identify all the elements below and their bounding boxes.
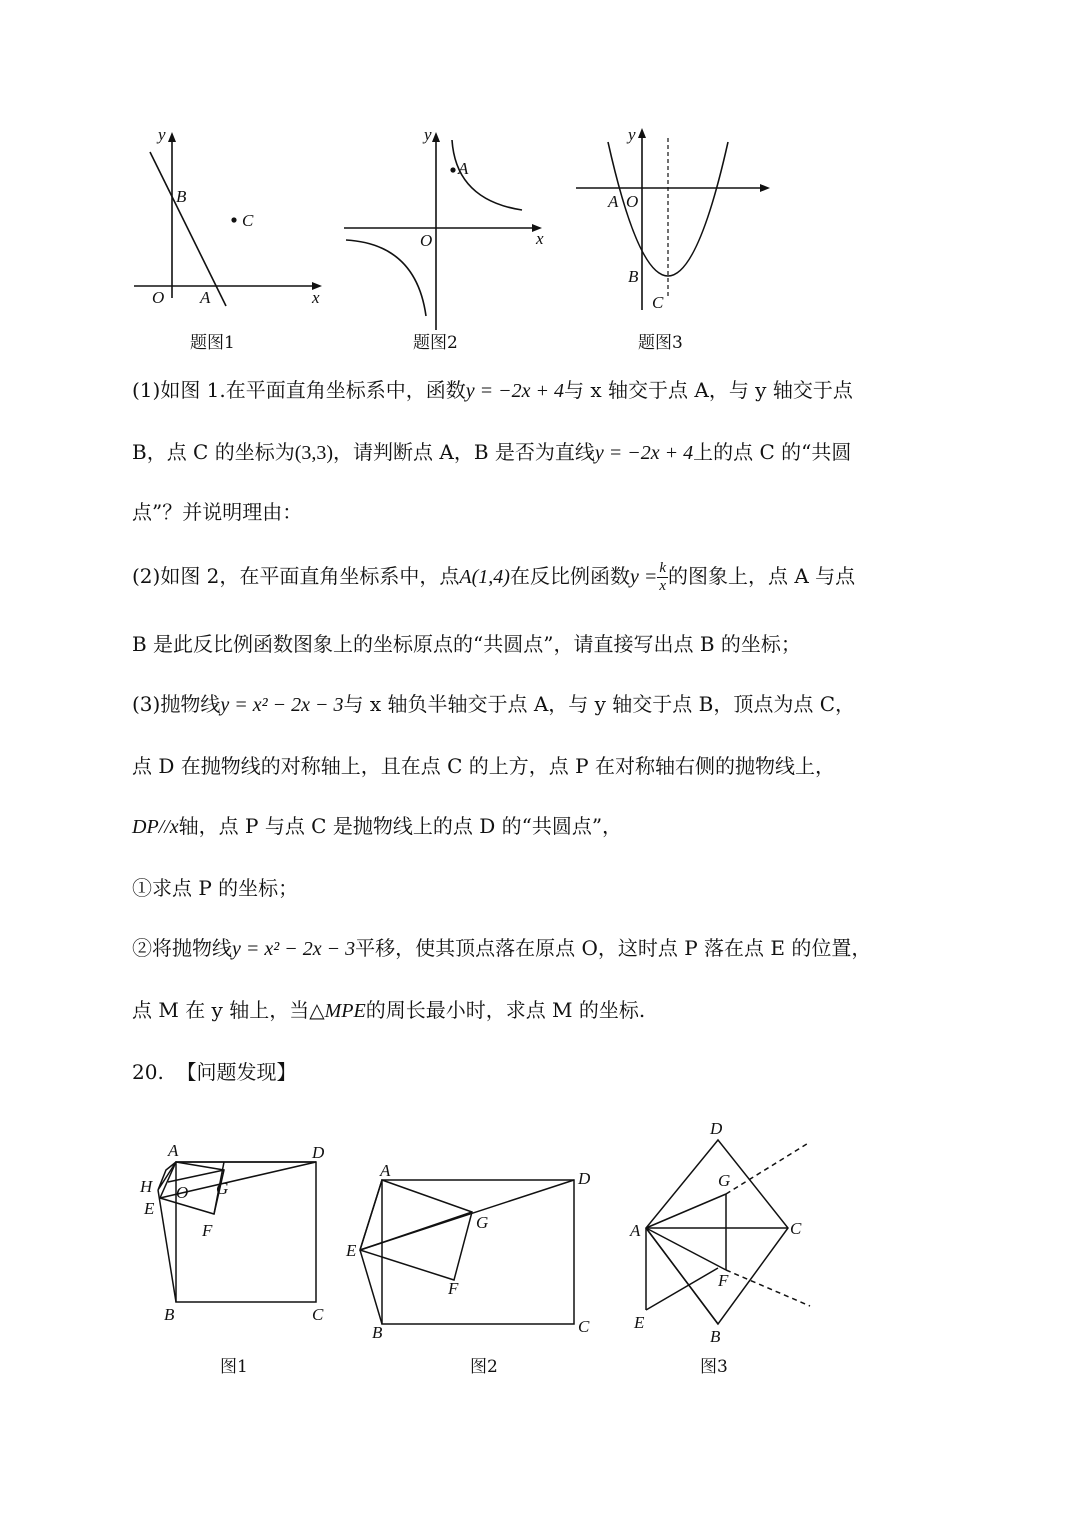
problem20-heading: 20. 【问题发现】: [132, 1060, 297, 1084]
figure-3-diagram: [576, 125, 770, 312]
label-a: A: [630, 1221, 641, 1240]
label-x: x: [312, 288, 320, 307]
label-f: F: [202, 1221, 213, 1240]
bottom-figure-2-diagram: [360, 1180, 574, 1324]
caption-fig2: 题图2: [413, 333, 458, 353]
label-e: E: [144, 1199, 155, 1218]
label-a: A: [200, 288, 211, 307]
label-y: y: [158, 125, 166, 144]
caption-fig3: 题图3: [638, 333, 683, 353]
p2-line2: B 是此反比例函数图象上的坐标原点的“共圆点”，请直接写出点 B 的坐标；: [132, 632, 801, 656]
p3-line3: DP//x轴，点 P 与点 C 是抛物线上的点 D 的“共圆点”，: [132, 814, 623, 838]
label-o: O: [176, 1183, 189, 1202]
label-o: O: [626, 192, 639, 211]
figure-1-diagram: [134, 125, 322, 307]
point-a: [450, 167, 455, 172]
label-a: A: [380, 1161, 391, 1180]
label-h: H: [140, 1177, 153, 1196]
caption-bottom-fig3: 图3: [700, 1357, 728, 1377]
bottom-figure-3-diagram: [646, 1140, 810, 1324]
p1-line2: B，点 C 的坐标为(3,3)，请判断点 A，B 是否为直线y = −2x + 4上的点 C 的“共圆: [132, 440, 852, 464]
label-d: D: [578, 1169, 591, 1188]
label-o: O: [152, 288, 165, 307]
point-c: [231, 217, 236, 222]
line-ab: [150, 152, 226, 306]
label-b: B: [372, 1323, 383, 1342]
label-y: y: [424, 125, 432, 144]
p3-sub2-line2: 点 M 在 y 轴上，当△MPE的周长最小时，求点 M 的坐标.: [132, 998, 646, 1022]
p3-line1: (3)抛物线y = x² − 2x − 3与 x 轴负半轴交于点 A，与 y 轴交于点 B，顶点为点 C，: [132, 692, 855, 716]
p3-sub2-line1: ②将抛物线y = x² − 2x − 3平移，使其顶点落在原点 O，这时点 P 落在点 E 的位置，: [132, 936, 872, 960]
label-g: G: [476, 1213, 489, 1232]
p1-line3: 点”？并说明理由：: [132, 500, 303, 524]
label-f: F: [448, 1279, 459, 1298]
caption-bottom-fig1: 图1: [220, 1357, 248, 1377]
label-d: D: [312, 1143, 325, 1162]
fraction-k-over-x: $\frac{k}{x}$: [659, 560, 667, 594]
label-y: y: [628, 125, 636, 144]
label-c: C: [242, 211, 254, 230]
label-b: B: [710, 1327, 721, 1346]
label-d: D: [710, 1119, 723, 1138]
label-a: A: [608, 192, 619, 211]
top-figures: [120, 120, 800, 360]
p2-line1: (2)如图 2，在平面直角坐标系中，点A(1,4)在反比例函数y = $\frac{k}{x}$ 的图象上，点 A 与点: [132, 560, 856, 594]
label-c: C: [652, 293, 664, 312]
hyperbola-branch-left: [346, 240, 426, 316]
label-g: G: [216, 1179, 229, 1198]
label-o: O: [420, 231, 433, 250]
label-b: B: [176, 187, 187, 206]
label-c: C: [790, 1219, 802, 1238]
label-a: A: [458, 159, 469, 178]
label-c: C: [312, 1305, 324, 1324]
label-b: B: [628, 267, 639, 286]
label-a: A: [168, 1141, 179, 1160]
p3-sub1: ①求点 P 的坐标；: [132, 876, 299, 900]
label-g: G: [718, 1171, 731, 1190]
caption-fig1: 题图1: [190, 333, 235, 353]
label-b: B: [164, 1305, 175, 1324]
figure-2-diagram: [344, 125, 544, 330]
label-c: C: [578, 1317, 590, 1336]
caption-bottom-fig2: 图2: [470, 1357, 498, 1377]
label-f: F: [718, 1271, 729, 1290]
label-e: E: [346, 1241, 357, 1260]
bottom-figures: [130, 1110, 830, 1360]
label-x: x: [536, 229, 544, 248]
p3-line2: 点 D 在抛物线的对称轴上，且在点 C 的上方，点 P 在对称轴右侧的抛物线上，: [132, 754, 835, 778]
label-e: E: [634, 1313, 645, 1332]
p1-line1: (1)如图 1.在平面直角坐标系中，函数y = −2x + 4与 x 轴交于点 A，与 y 轴交于点: [132, 378, 853, 402]
